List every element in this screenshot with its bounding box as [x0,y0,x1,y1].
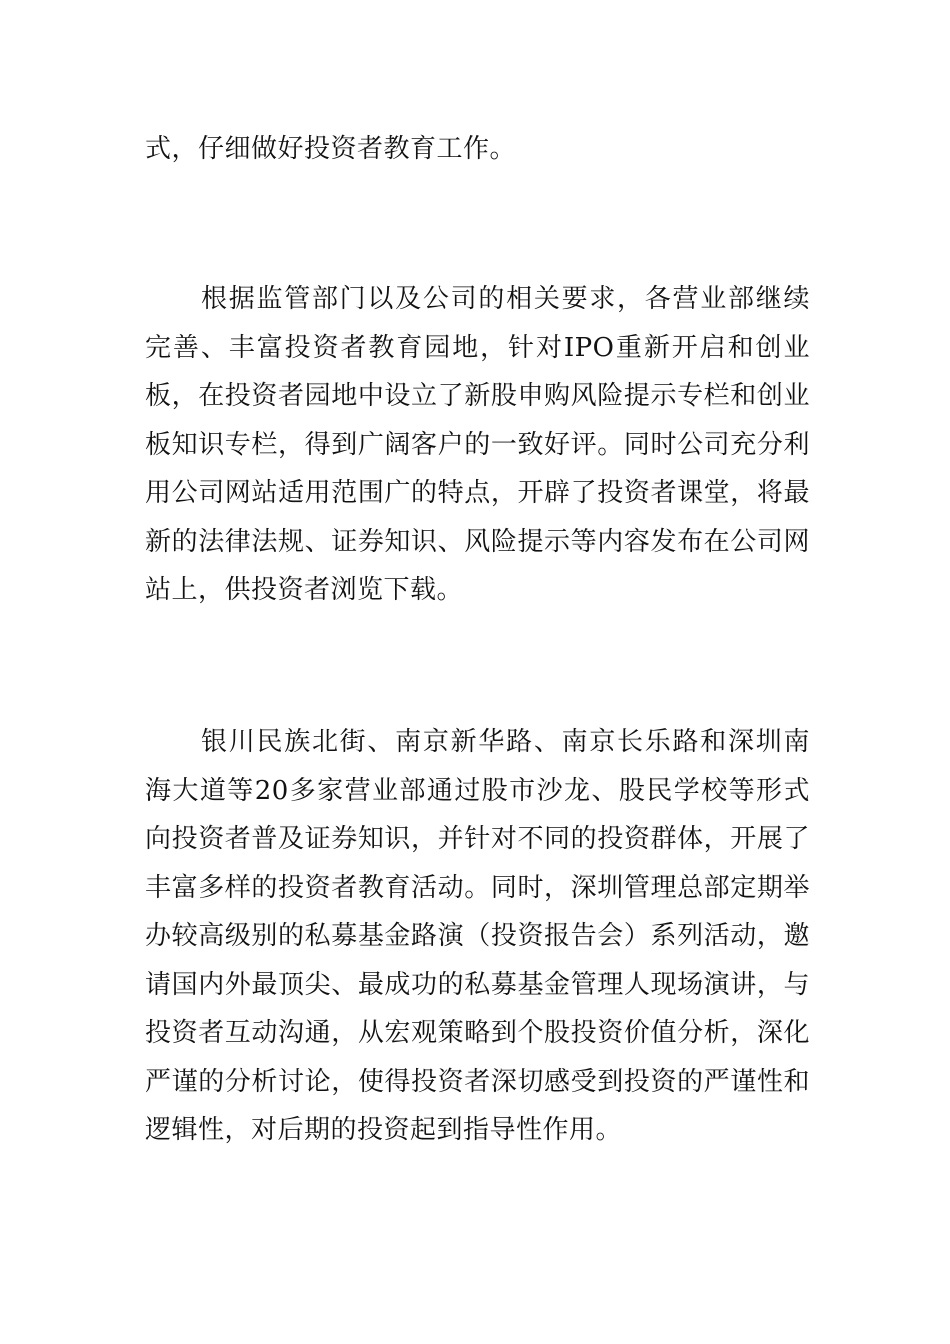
paragraph-continuation: 式，仔细做好投资者教育工作。 [145,134,517,164]
paragraph-branch-activities: 银川民族北街、南京新华路、南京长乐路和深圳南海大道等20多家营业部通过股市沙龙、股民学校等形式向投资者普及证券知识，并针对不同的投资群体，开展了丰富多样的投资者教育活动。同时，深圳管理总部定期举办较高级别的私募基金路演（投资报告会）系列活动，邀请国内外最顶尖、最成功的私募基金管理人现场演讲，与投资者互动沟通，从宏观策略到个股投资价值分析，深化严谨的分析讨论，使得投资者深切感受到投资的严谨性和逻辑性，对后期的投资起到指导性作用。 [145,727,810,1145]
paragraph-investor-garden: 根据监管部门以及公司的相关要求，各营业部继续完善、丰富投资者教育园地，针对IPO重新开启和创业板，在投资者园地中设立了新股申购风险提示专栏和创业板知识专栏，得到广阔客户的一致好评。同时公司充分利用公司网站适用范围广的特点，开辟了投资者课堂，将最新的法律法规、证券知识、风险提示等内容发布在公司网站上，供投资者浏览下载。 [145,284,810,605]
